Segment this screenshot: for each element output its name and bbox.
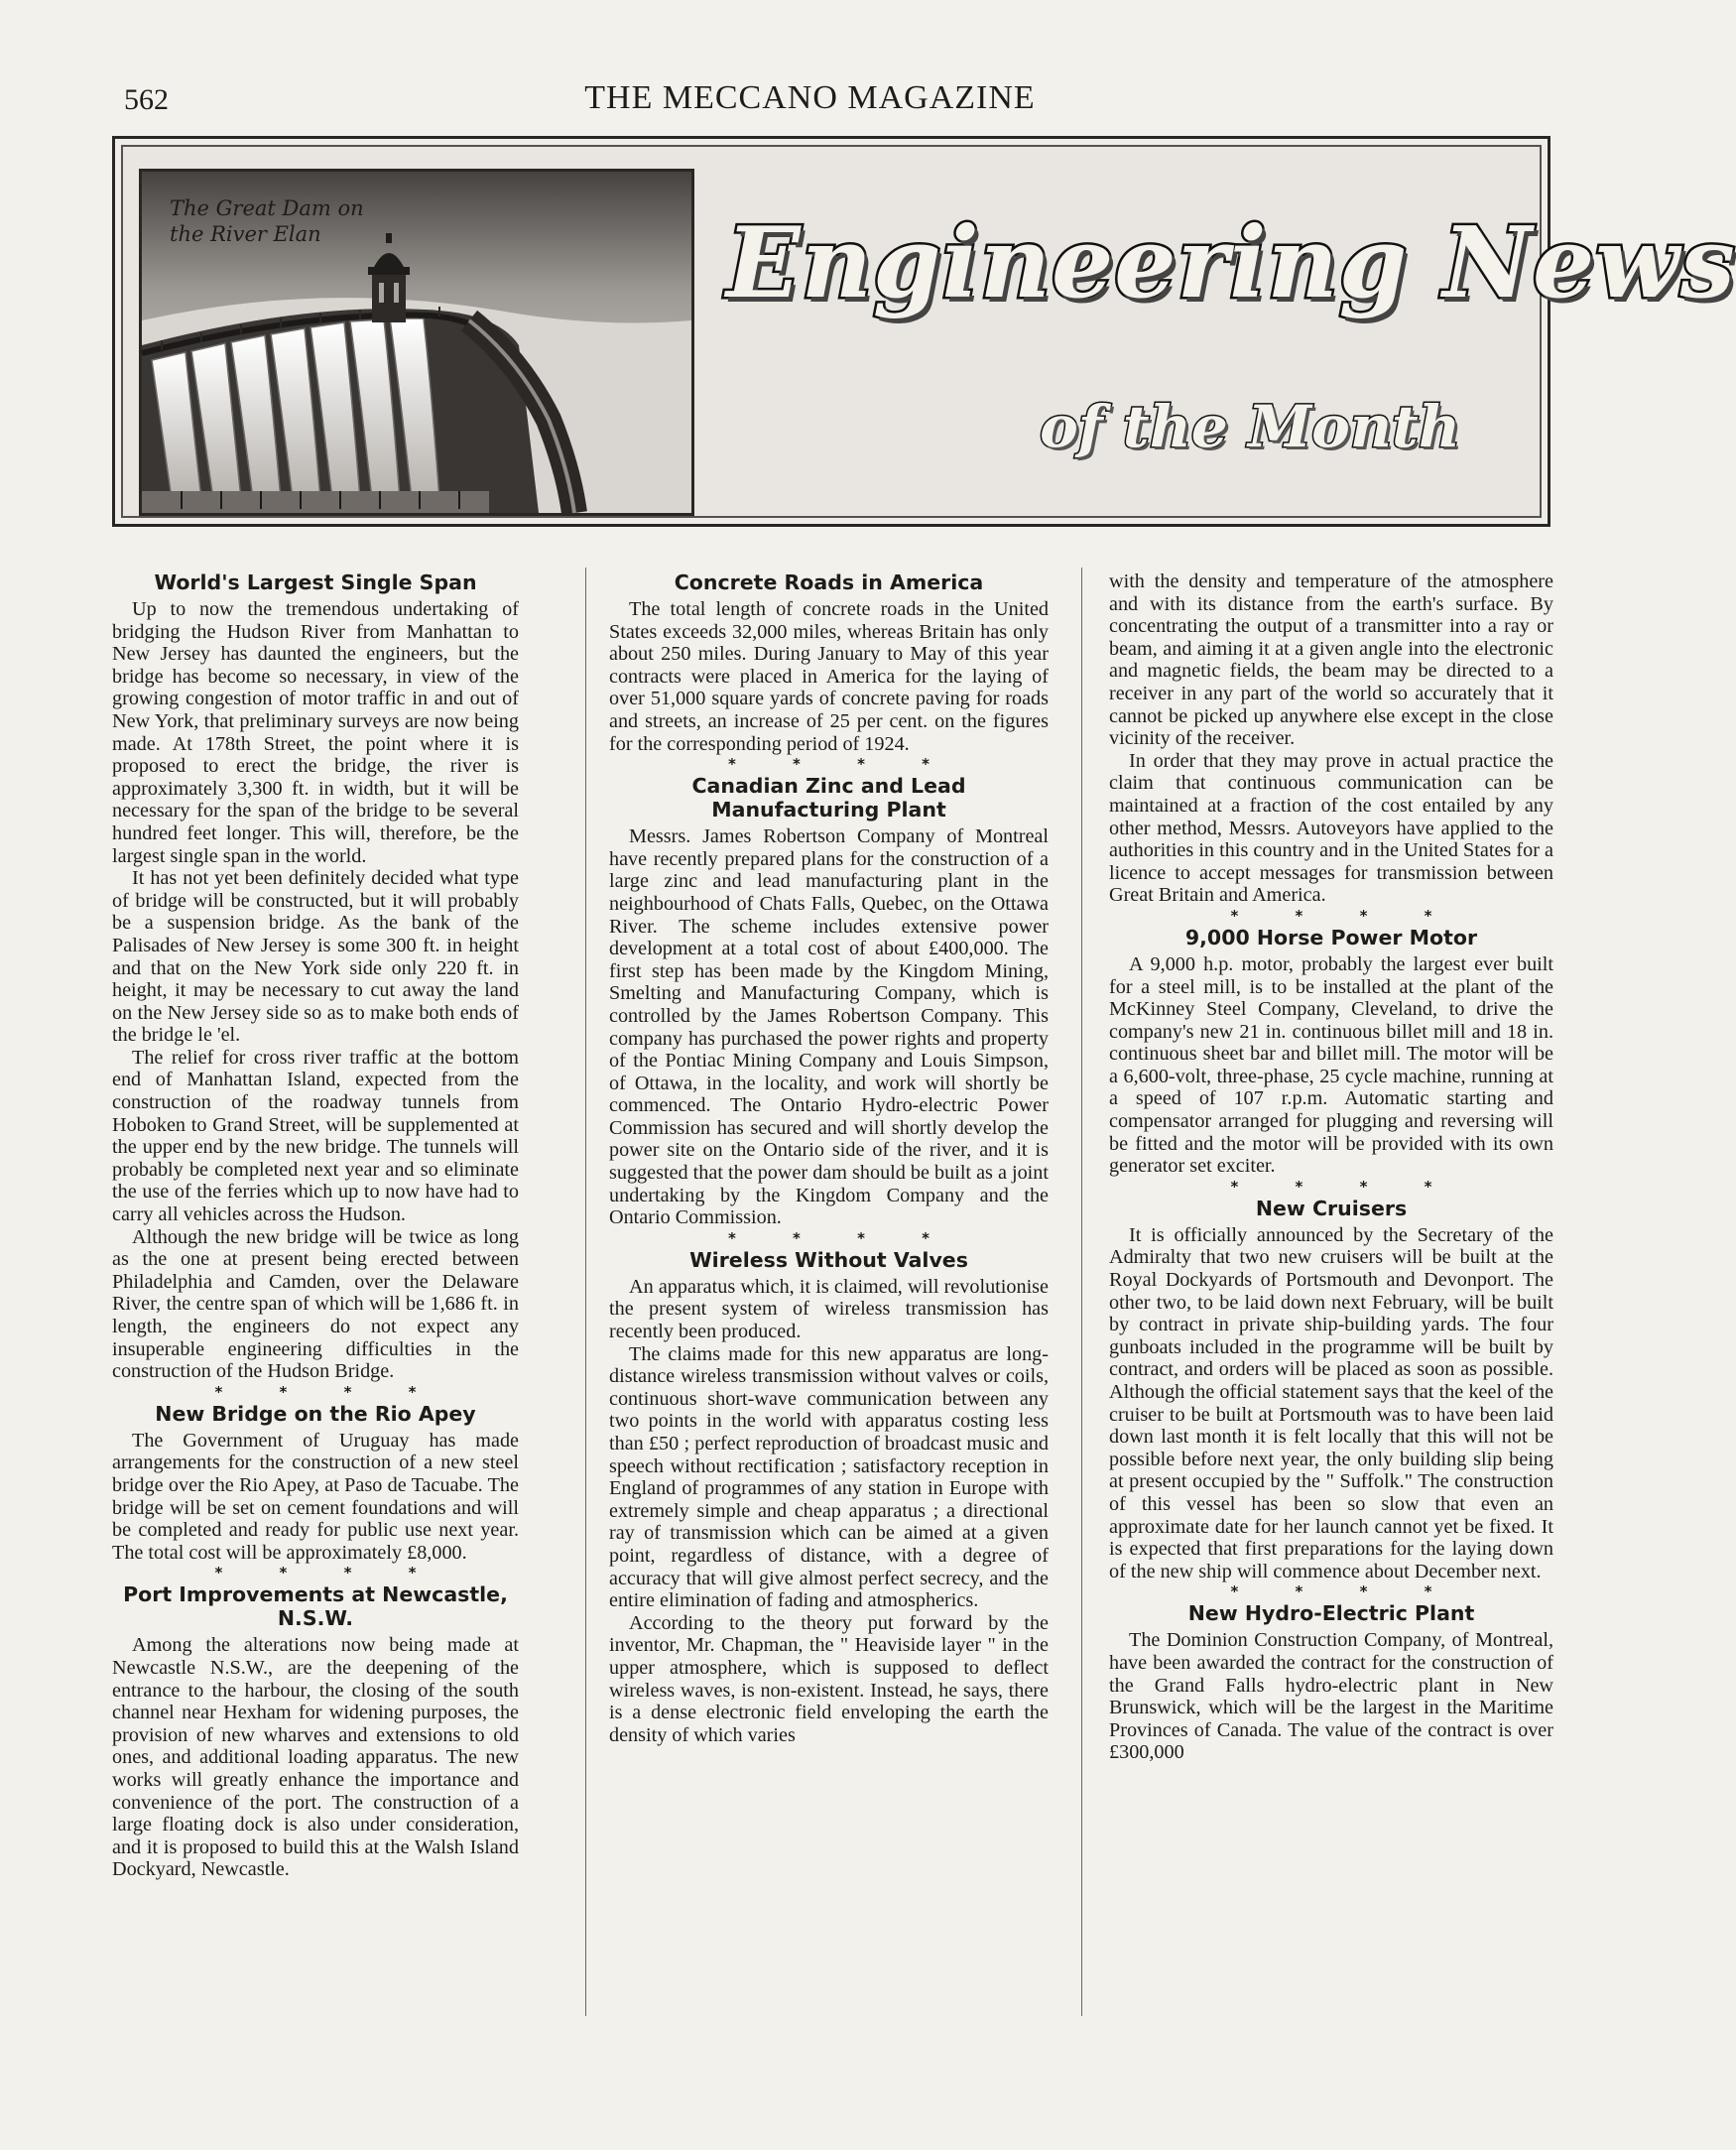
column-right [1109,570,1553,1764]
section-divider: * * * * [1230,906,1458,925]
section-divider: * * * * [1230,1177,1458,1196]
article-paragraph: According to the theory put forward by the inventor, Mr. Chapman, the " Heaviside layer " in the upper atmosphere, which is supposed to deflect wireless waves, is non-existent. Instead, he says, there is a dense electronic field enveloping the earth the density of which varies [609,1611,1049,1746]
article-paragraph: Up to now the tremendous undertaking of bridging the Hudson River from Manhattan to New Jersey has daunted the engineers, but the bridge has become so necessary, in view of the growing congestion of motor traffic in and out of New York, that preliminary surveys are now being made. At 178th Street, the point where it is proposed to erect the bridge, the river is approximately 3,300 ft. in width, but it will be necessary for the span of the bridge to be several hundred feet longer. This will, therefore, be the largest single span in the world. [112,598,519,867]
column-left [112,570,519,1881]
article-paragraph: In order that they may prove in actual practice the claim that continuous communication can be maintained at a fraction of the cost entailed by any other method, Messrs. Autoveyors have applied to the authorities in this country and in the United States for a licence to accept messages for transmission between Great Britain and America. [1109,749,1553,907]
article-title: 9,000 Horse Power Motor [1184,925,1478,949]
engineering-news-banner [112,136,1736,527]
article-title: World's Largest Single Span [154,570,477,594]
section-divider: * * * * [727,1228,956,1247]
article-title: Canadian Zinc and Lead Manufacturing Plant [691,774,966,822]
article-paragraph: The Government of Uruguay has made arrangements for the construction of a new steel bridge over the Rio Apey, at Paso de Tacuabe. The bridge will be set on cement foundations and will be completed and ready for public use next year. The total cost will be approximately £8,000. [112,1429,519,1564]
article-title: Wireless Without Valves [689,1247,968,1272]
article-title: New Hydro-Electric Plant [1187,1601,1475,1626]
page-number: 562 [124,83,169,116]
column-rule [585,568,586,2016]
magazine-title: THE MECCANO MAGAZINE [584,79,1036,116]
heading-of-the-month: of the Month [1040,393,1460,460]
article-paragraph-continued: with the density and temperature of the atmosphere and with its distance from the earth's surface. By concentrating the output of a transmitter into a ray or beam, and aiming it at a given angle into the electronic and magnetic fields, the beam may be directed to a receiver in any part of the world so accurately that it cannot be picked up anywhere else except in the close vicinity of the receiver. [1109,570,1553,750]
article-paragraph: The Dominion Construction Company, of Montreal, have been awarded the contract for the construction of the Grand Falls hydro-electric plant in New Brunswick, which will be the largest in the Maritime Provinces of Canada. The value of the contract is over £300,000 [1109,1629,1553,1764]
article-title: Port Improvements at Newcastle, N.S.W. [123,1582,508,1631]
article-paragraph: It is officially announced by the Secretary of the Admiralty that two new cruisers will be built at the Royal Dockyards of Portsmouth and Devonport. The other two, to be laid down next February, will be built by contract in private ship-building yards. The four gunboats included in the programme will be built by contract, and orders will be placed as soon as possible. Although the official statement says that the keel of the cruiser to be built at Portsmouth was to have been laid down last month it is felt locally that this will not be possible before next year, the only building slip being at present occupied by the " Suffolk." The construction of this vessel has been so slow that even an approximate date for her launch cannot yet be fixed. It is expected that first preparations for the laying down of the new ship will commence about December next. [1109,1223,1553,1582]
article-title: New Cruisers [1255,1196,1408,1220]
article-title: New Bridge on the Rio Apey [155,1401,476,1426]
article-title: Concrete Roads in America [674,570,984,594]
article-paragraph: An apparatus which, it is claimed, will revolutionise the present system of wireless transmission has recently been produced. [609,1275,1049,1343]
column-middle [609,570,1049,1746]
section-divider: * * * * [727,755,956,774]
dam-photo [139,169,694,516]
section-divider: * * * * [1230,1582,1458,1601]
article-paragraph: Messrs. James Robertson Company of Montreal have recently prepared plans for the construction of a large zinc and lead manufacturing plant in the neighbourhood of Chats Falls, Quebec, on the Ottawa River. The scheme includes extensive power development at a total cost of about £400,000. The first step has been made by the Kingdom Mining, Smelting and Manufacturing Company, which is controlled by the James Robertson Company. This company has purchased the power rights and property of the Pontiac Mining Company and Louis Simpson, of Ottawa, in the locality, and work will shortly be commenced. The Ontario Hydro-electric Power Commission has secured and will shortly develop the power site on the Ontario side of the river, and it is suggested that the power dam should be built as a joint undertaking by the Kingdom Company and the Ontario Commission. [609,825,1049,1229]
section-divider: * * * * [214,1382,442,1401]
photo-caption: The Great Dam on the River Elan [170,196,364,246]
article-paragraph: The relief for cross river traffic at the bottom end of Manhattan Island, expected from the construction of the roadway tunnels from Hoboken to Grand Street, will be supplemented at the upper end by the new bridge. The tunnels will probably be completed next year and so eliminate the use of the ferries which up to now have had to carry all vehicles across the Hudson. [112,1046,519,1226]
heading-engineering-news: Engineering News [726,206,1736,320]
article-paragraph: The total length of concrete roads in the United States exceeds 32,000 miles, whereas Britain has only about 250 miles. During January to May of this year contracts were placed in America for the laying of over 51,000 square yards of concrete paving for roads and streets, an increase of 25 per cent. on the figures for the corresponding period of 1924. [609,598,1049,755]
article-paragraph: The claims made for this new apparatus are long-distance wireless transmission without valves or coils, continuous short-wave communication between any two points in the world with apparatus costing less than £50 ; perfect reproduction of broadcast music and speech without rectification ; satisfactory reception in England of programmes of any station in Europe with extremely simple and cheap apparatus ; a directional ray of transmission which can be aimed at a given point, regardless of distance, with a degree of accuracy that will give almost perfect secrecy, and the entire elimination of fading and atmospherics. [609,1342,1049,1612]
article-paragraph: Among the alterations now being made at Newcastle N.S.W., are the deepening of the entrance to the harbour, the closing of the south channel near Hexham for widening purposes, the provision of new wharves and extensions to old ones, and additional loading apparatus. The new works will greatly enhance the importance and convenience of the port. The construction of a large floating dock is also under consideration, and it is proposed to build this at the Walsh Island Dockyard, Newcastle. [112,1634,519,1881]
article-paragraph: A 9,000 h.p. motor, probably the largest ever built for a steel mill, is to be installed at the plant of the McKinney Steel Company, Cleveland, to drive the company's new 21 in. continuous billet mill and 18 in. continuous sheet bar and billet mill. The motor will be a 6,600-volt, three-phase, 25 cycle machine, running at a speed of 107 r.p.m. Automatic starting and compensator arranged for plugging and reversing will be fitted and the motor will be provided with its own generator set exciter. [1109,952,1553,1178]
column-rule [1081,568,1082,2016]
article-paragraph: Although the new bridge will be twice as long as the one at present being erected between Philadelphia and Camden, over the Delaware River, the centre span of which will be 1,686 ft. in length, the engineers do not expect any insuperable engineering difficulties in the construction of the Hudson Bridge. [112,1225,519,1383]
section-divider: * * * * [214,1564,442,1582]
article-paragraph: It has not yet been definitely decided what type of bridge will be constructed, but it will probably be a suspension bridge. As the bank of the Palisades of New Jersey is some 300 ft. in height and that on the New York side only 220 ft. in height, it may be necessary to cut away the land on the New Jersey side so as to make both ends of the bridge le 'el. [112,867,519,1047]
banner-frame [121,145,1736,518]
